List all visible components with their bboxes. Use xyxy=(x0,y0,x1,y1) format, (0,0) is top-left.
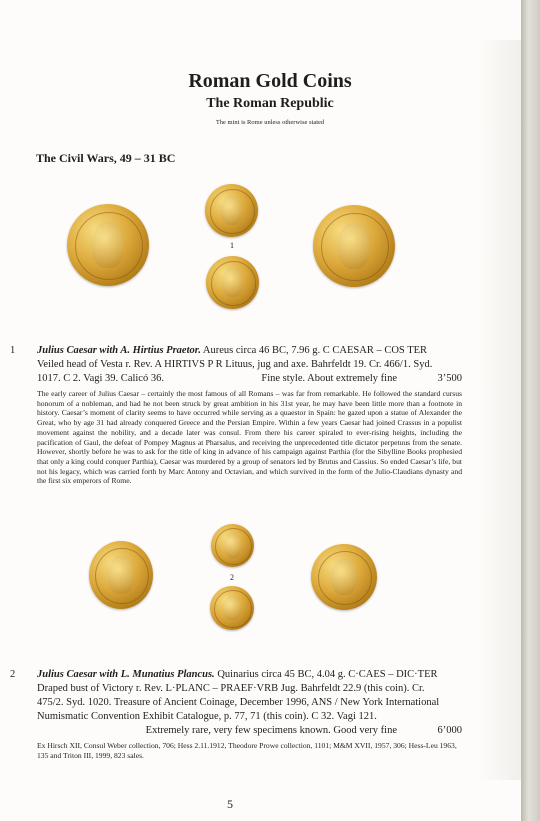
lot-2-name: Julius Caesar with L. Munatius Plancus. xyxy=(37,669,215,680)
lot-2-obverse-photo xyxy=(211,524,254,567)
lot-2-obverse-large-photo xyxy=(89,541,153,609)
lot-1-obverse-photo xyxy=(205,184,258,237)
lot-2-description: Quinarius circa 45 BC, 4.04 g. C·CAES – DIC·TER xyxy=(217,669,438,680)
lot-2-provenance: Ex Hirsch XII, Consul Weber collection, 706; Hess 2.11.1912, Theodore Prowe collection, 1101; M&M XVII, 1957, 306; Hess-Leu 1963, 135 and Triton III, 1999, 823 sales. xyxy=(37,741,457,760)
lot-1-line-3: 1017. C 2. Vagi 39. Calicó 36. xyxy=(37,373,164,384)
page-subtitle: The Roman Republic xyxy=(206,96,334,111)
lot-1-line-2: Veiled head of Vesta r. Rev. A HIRTIVS P R Lituus, jug and axe. Bahrfeldt 19. Cr. 466/1. Syd. xyxy=(37,359,433,370)
mint-note: The mint is Rome unless otherwise stated xyxy=(215,119,325,126)
lot-1-reverse-photo xyxy=(206,256,259,309)
lot-2-line-3: 475/2. Syd. 1020. Treasure of Ancient Coinage, December 1996, ANS / New York International xyxy=(37,697,440,708)
page-title: Roman Gold Coins xyxy=(188,70,352,92)
lot-1-plate-number: 1 xyxy=(230,241,234,250)
lot-2-reverse-large-photo xyxy=(311,544,377,610)
lot-2-plate-number: 2 xyxy=(230,573,234,582)
lot-2-line-4: Numismatic Convention Exhibit Catalogue, p. 77, 71 (this coin). C 32. Vagi 121. xyxy=(37,711,377,722)
lot-2-line-1 xyxy=(37,669,438,680)
lot-1-reverse-large-photo xyxy=(313,205,395,287)
lot-2-reverse-photo xyxy=(210,586,254,630)
lot-1-description: Aureus circa 46 BC, 7.96 g. C CAESAR – COS TER xyxy=(202,345,428,356)
lot-2-estimate: 6’000 xyxy=(437,725,462,736)
lot-1-grade: Fine style. About extremely fine xyxy=(261,373,397,384)
page-number: 5 xyxy=(227,797,233,811)
page-shadow xyxy=(478,40,521,780)
lot-1-obverse-large-photo xyxy=(67,204,149,286)
lot-1-name: Julius Caesar with A. Hirtius Praetor. xyxy=(37,345,201,356)
lot-1-essay: The early career of Julius Caesar – certainly the most famous of all Romans – was far from remarkable. He followed the standard cursus honorum of a nobleman, and had he not been struck by great ambition in his 31st year, he may have been little more than a footnote in history. Caesar’s moment of clarity seems to have occurred while serving as a quaestor in Spain: he gazed upon a statue of Alexander the Great, who by age 31 had already conquered Greece and the Persian Empire. Within a few years Caesar had joined Crassus in a populist movement against the nobility, and a decade later was consul. From there his career spiraled to ever-rising heights, including the pacification of Gaul, the defeat of Pompey Magnus at Pharsalus, and receiving the unprecedented title dictator perpetuus from the senate. However, shortly before he was to ask for the title of king in advance of his campaign against Parthia (for the Sibylline Books prophesied that only a king could conquer Parthia), Caesar was murdered by a group of senators led by Brutus and Cassius. So ended Caesar’s life, but not his legacy, which was carried forth by Marc Antony and Octavian, and which survived in the form of the Julio-Claudians dynasty and the first six emperors of Rome. xyxy=(37,389,462,486)
lot-1-line-1 xyxy=(37,345,427,356)
lot-1-estimate: 3’500 xyxy=(437,373,462,384)
lot-2-grade: Extremely rare, very few specimens known. Good very fine xyxy=(145,725,397,736)
lot-1-number: 1 xyxy=(10,345,16,356)
lot-2-line-2: Draped bust of Victory r. Rev. L·PLANC – PRAEF·VRB Jug. Bahrfeldt 22.9 (this coin). Cr. xyxy=(37,683,425,694)
section-title: The Civil Wars, 49 – 31 BC xyxy=(36,151,176,165)
lot-2-number: 2 xyxy=(10,669,16,680)
